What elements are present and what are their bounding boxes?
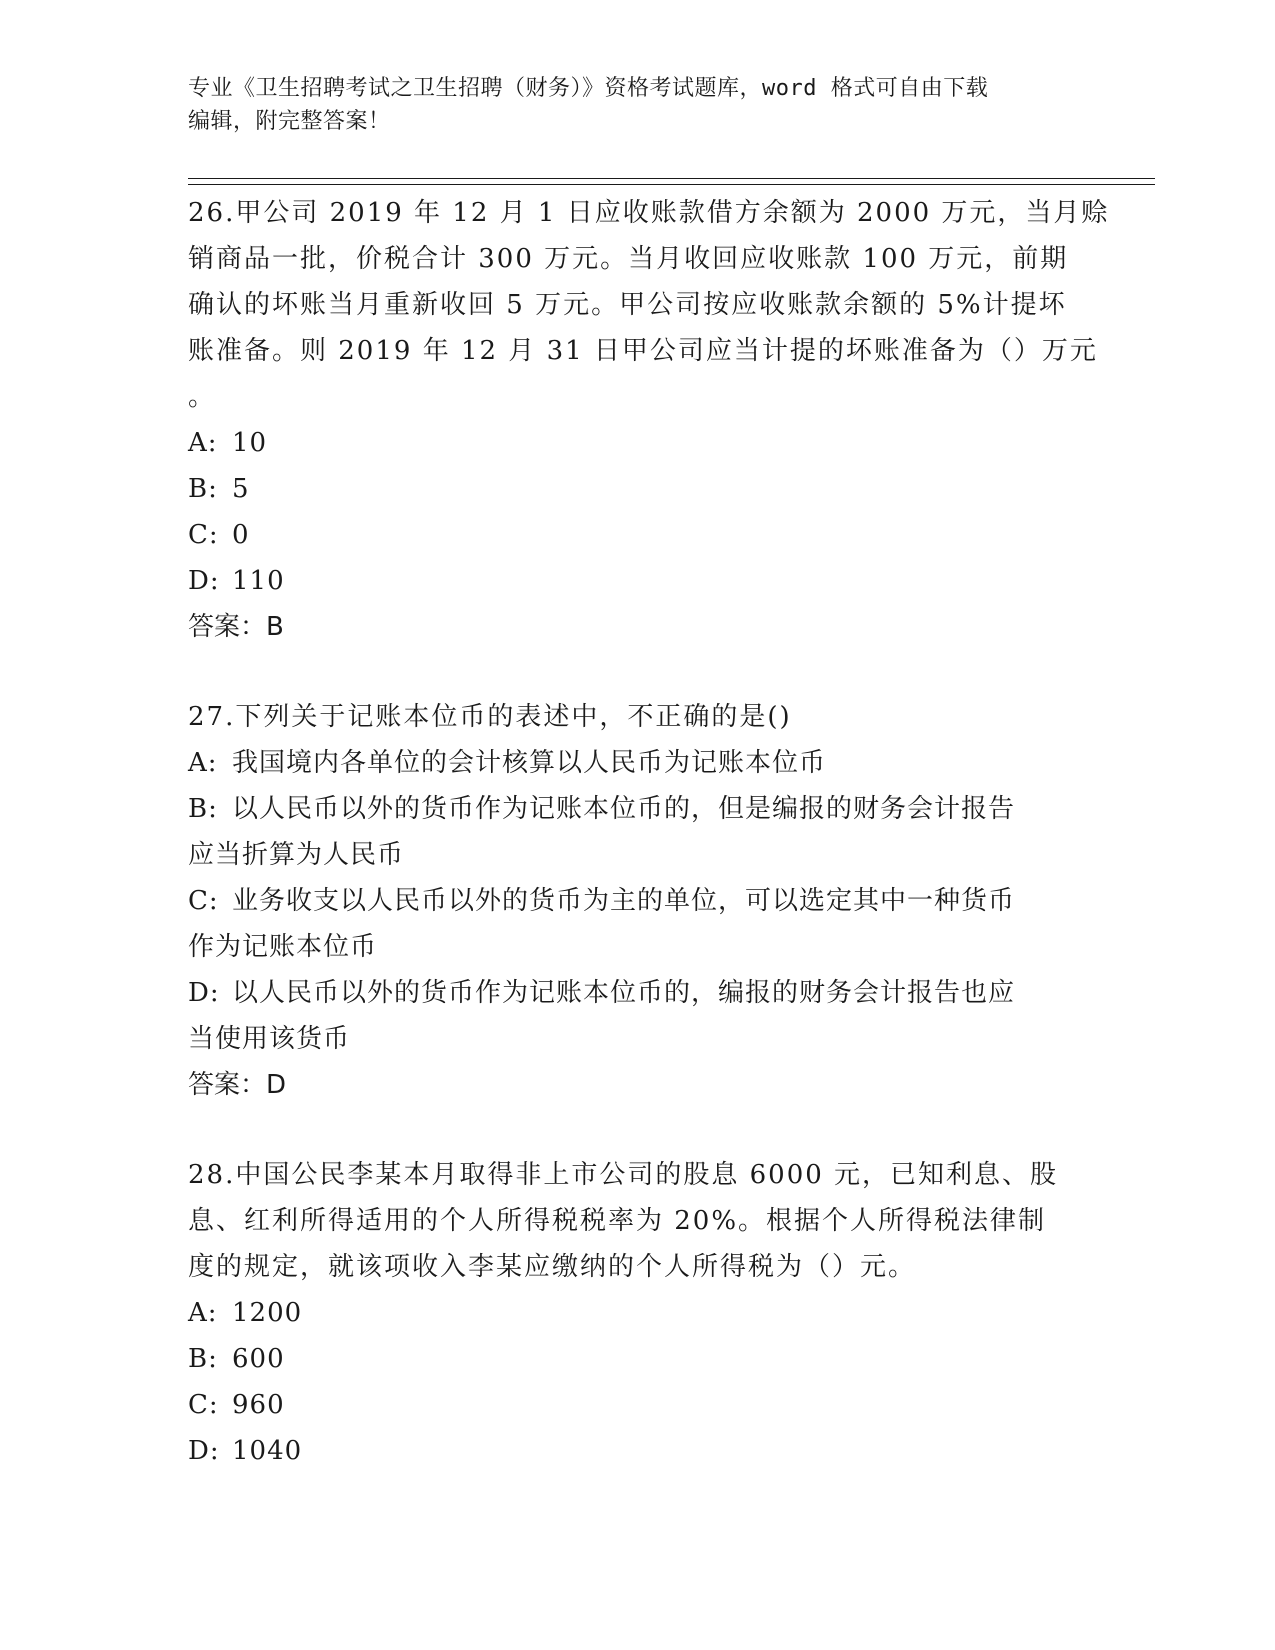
option-line: 当使用该货币 (188, 1024, 351, 1054)
option-line (188, 786, 1088, 832)
option-label: D: (188, 566, 220, 596)
option-line (188, 1336, 1088, 1382)
question-block (188, 190, 1110, 650)
header-divider-bottom (188, 184, 1155, 185)
option-label: A: (188, 1298, 218, 1328)
question-spacer (188, 1108, 1088, 1152)
option-label: A: (188, 748, 218, 778)
header-line-1: 专业《卫生招聘考试之卫生招聘（财务）》资格考试题库，word 格式可自由下载 (188, 76, 989, 101)
document-header (188, 72, 1088, 138)
option-line (188, 420, 1088, 466)
option-label: B: (188, 794, 218, 824)
question-text-line: 确认的坏账当月重新收回 5 万元。甲公司按应收账款余额的 5%计提坏 (188, 290, 1067, 320)
option-line (188, 740, 1088, 786)
option-label: C: (188, 520, 219, 550)
option-label: D: (188, 978, 220, 1008)
option-line (188, 1382, 1088, 1428)
option-label: A: (188, 428, 218, 458)
question-text-line: 息、红利所得适用的个人所得税税率为 20%。根据个人所得税法律制 (188, 1206, 1047, 1236)
option-text: 1040 (232, 1436, 303, 1466)
question-block (188, 1152, 1088, 1474)
option-line (188, 466, 1088, 512)
option-text: 10 (232, 428, 268, 458)
option-text: 以人民币以外的货币作为记账本位币的，编报的财务会计报告也应 (232, 978, 1016, 1008)
option-text: 1200 (232, 1298, 303, 1328)
option-line: 作为记账本位币 (188, 932, 378, 962)
question-text-line: 28.中国公民李某本月取得非上市公司的股息 6000 元，已知利息、股 (188, 1160, 1059, 1190)
question-list (188, 190, 1110, 1474)
option-text: 600 (232, 1344, 285, 1374)
option-line: 应当折算为人民币 (188, 840, 405, 870)
option-line (188, 1290, 1088, 1336)
option-label: B: (188, 474, 218, 504)
option-text: 5 (232, 474, 250, 504)
option-line (188, 512, 1088, 558)
question-text-line: 。 (188, 382, 217, 412)
header-divider-top (188, 178, 1155, 179)
option-line (188, 1428, 1088, 1474)
option-label: C: (188, 1390, 219, 1420)
option-text: 业务收支以人民币以外的货币为主的单位，可以选定其中一种货币 (232, 886, 1016, 916)
option-text: 960 (232, 1390, 285, 1420)
option-text: 110 (232, 566, 285, 596)
option-text: 以人民币以外的货币作为记账本位币的，但是编报的财务会计报告 (232, 794, 1016, 824)
header-line-2: 编辑，附完整答案！ (188, 109, 391, 134)
option-text: 我国境内各单位的会计核算以人民币为记账本位币 (232, 748, 827, 778)
answer-line: 答案：D (188, 1070, 287, 1100)
question-text-line: 销商品一批，价税合计 300 万元。当月收回应收账款 100 万元，前期 (188, 244, 1069, 274)
option-label: C: (188, 886, 219, 916)
option-line (188, 878, 1088, 924)
question-text-line: 26.甲公司 2019 年 12 月 1 日应收账款借方余额为 2000 万元，当月赊 (188, 198, 1110, 228)
option-label: D: (188, 1436, 220, 1466)
option-label: B: (188, 1344, 218, 1374)
option-text: 0 (232, 520, 250, 550)
answer-line: 答案：B (188, 612, 284, 642)
question-block (188, 694, 1088, 1108)
question-spacer (188, 650, 1088, 694)
option-line (188, 558, 1088, 604)
question-text-line: 度的规定，就该项收入李某应缴纳的个人所得税为（）元。 (188, 1252, 917, 1282)
question-text-line: 27.下列关于记账本位币的表述中，不正确的是() (188, 702, 792, 732)
option-line (188, 970, 1088, 1016)
question-text-line: 账准备。则 2019 年 12 月 31 日甲公司应当计提的坏账准备为（）万元 (188, 336, 1098, 366)
